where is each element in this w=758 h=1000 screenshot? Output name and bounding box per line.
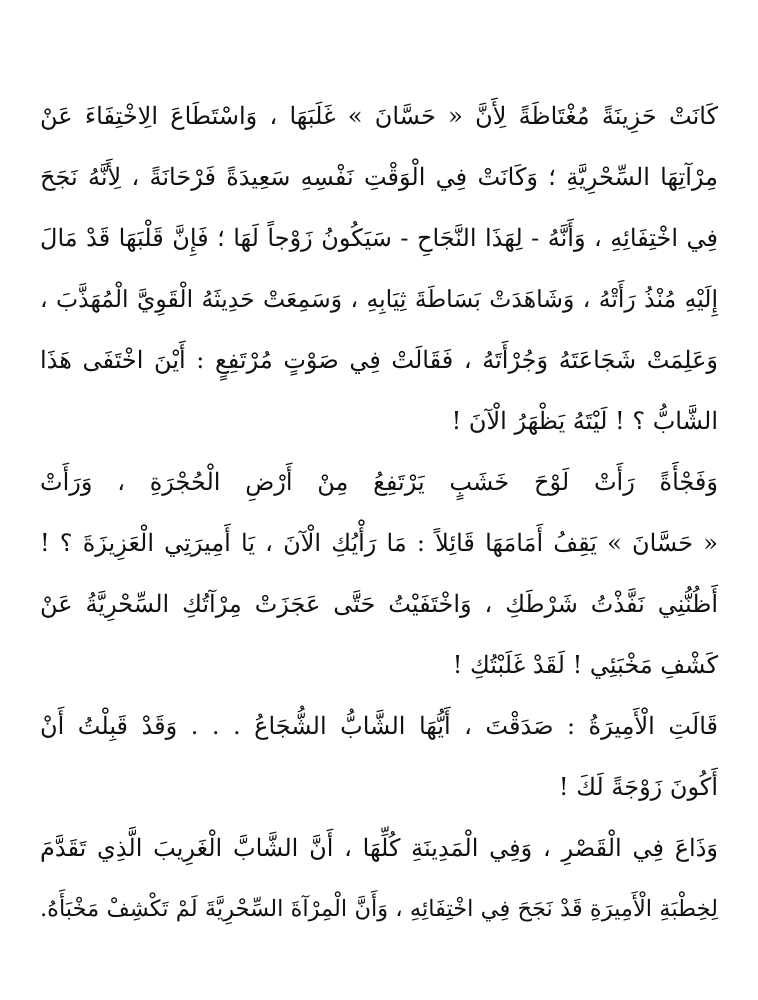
- text-line: كَانَتْ حَزِينَةً مُغْتَاظَةً لِأَنَّ « حَسَّانَ » غَلَبَهَا ، وَاسْتَطَاعَ الِاخْتِفَاءَ عَنْ: [40, 102, 718, 130]
- text-line: لِخِطْبَةِ الْأَمِيرَةِ قَدْ نَجَحَ فِي اخْتِفَائِهِ ، وَأَنَّ الْمِرْآةَ السِّحْرِيَّةَ لَمْ تَكْشِفْ مَخْبَأَهُ.: [40, 896, 718, 922]
- text-line: أَكُونَ زَوْجَةً لَكَ !: [558, 773, 718, 801]
- text-line: مِرْآتِهَا السِّحْرِيَّةِ ؛ وَكَانَتْ فِي الْوَقْتِ نَفْسِهِ سَعِيدَةً فَرْحَانَةً ، لِأَنَّهُ نَجَحَ: [40, 163, 718, 191]
- paragraph-3: [40, 696, 718, 818]
- text-line: إِلَيْهِ مُنْذُ رَأَتْهُ ، وَشَاهَدَتْ بَسَاطَةَ ثِيَابِهِ ، وَسَمِعَتْ حَدِيثَهُ الْقَوِيَّ الْمُهَذَّبَ ،: [40, 285, 718, 313]
- paragraph-2: [40, 452, 718, 696]
- text-line: « حَسَّانَ » يَقِفُ أَمَامَهَا قَائِلاً : مَا رَأْيُكِ الْآنَ ، يَا أَمِيرَتِي الْعَزِيزَةَ ؟ !: [40, 529, 718, 557]
- text-line: كَشْفِ مَخْبَئِي ! لَقَدْ غَلَبْتُكِ !: [452, 651, 718, 679]
- text-line: وَعَلِمَتْ شَجَاعَتَهُ وَجُرْأَتَهُ ، فَقَالَتْ فِي صَوْتٍ مُرْتَفِعٍ : أَيْنَ اخْتَفَى هَذَا: [40, 346, 718, 374]
- text-line: وَفَجْأَةً رَأَتْ لَوْحَ خَشَبٍ يَرْتَفِعُ مِنْ أَرْضِ الْحُجْرَةِ ، وَرَأَتْ: [40, 468, 718, 496]
- text-line: الشَّابُّ ؟ ! لَيْتَهُ يَظْهَرُ الْآنَ !: [451, 407, 718, 435]
- text-line: فِي اخْتِفَائِهِ ، وَأَنَّهُ - لِهَذَا النَّجَاحِ - سَيَكُونُ زَوْجاً لَهَا ؛ فَإِنَّ قَلْبَهَا قَدْ مَالَ: [40, 224, 718, 252]
- text-line: وَذَاعَ فِي الْقَصْرِ ، وَفِي الْمَدِينَةِ كُلِّهَا ، أَنَّ الشَّابَّ الْغَرِيبَ الَّذِي تَقَدَّمَ: [40, 834, 718, 862]
- text-line: أَظُنُّنِي نَفَّذْتُ شَرْطَكِ ، وَاخْتَفَيْتُ حَتَّى عَجَزَتْ مِرْآتُكِ السِّحْرِيَّةُ عَنْ: [40, 590, 718, 618]
- paragraph-1: [40, 86, 718, 452]
- body-text: [40, 86, 718, 940]
- paragraph-4: [40, 818, 718, 940]
- text-line: قَالَتِ الْأَمِيرَةُ : صَدَقْتَ ، أَيُّهَا الشَّابُّ الشُّجَاعُ . . . وَقَدْ قَبِلْتُ أَنْ: [40, 712, 718, 740]
